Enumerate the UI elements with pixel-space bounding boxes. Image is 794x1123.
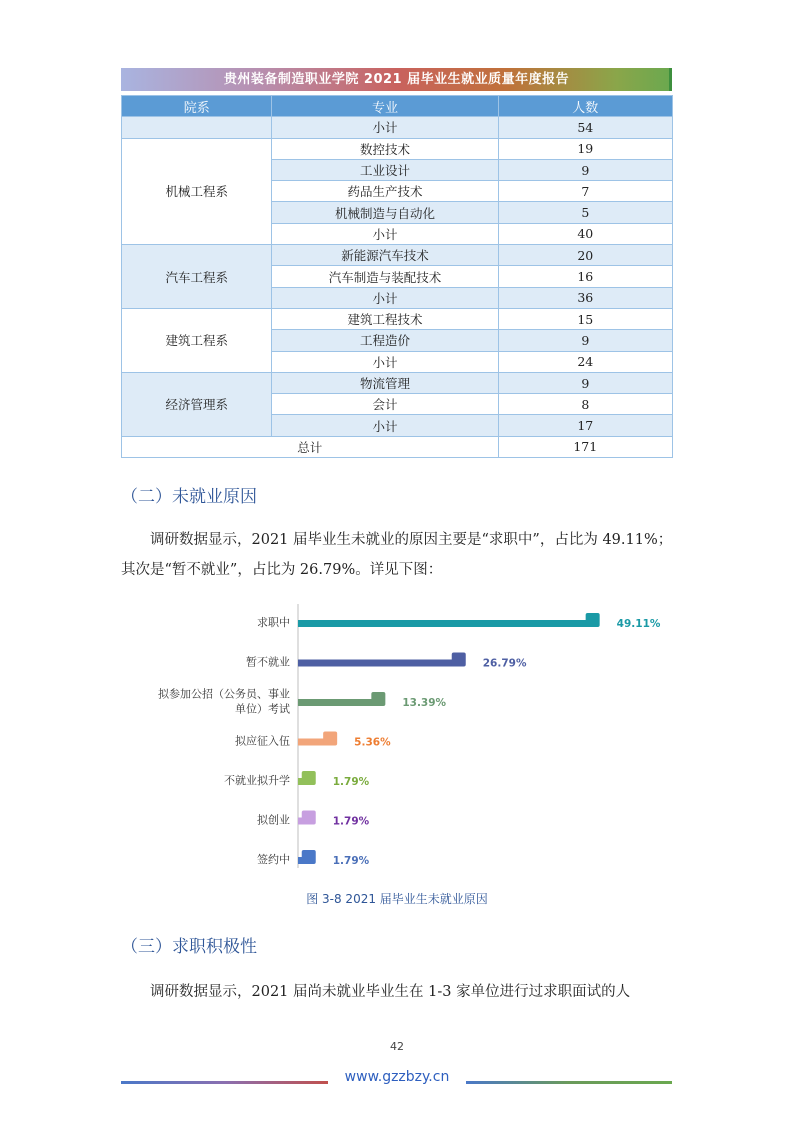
major-cell: 小计 [272,415,498,436]
header-department: 院系 [122,96,272,117]
footer-website: www.gzzbzy.cn [344,1069,450,1085]
department-cell [122,117,272,138]
header-major: 专业 [272,96,498,117]
count-cell: 36 [498,287,672,308]
chart-caption: 图 3-8 2021 届毕业生未就业原因 [306,892,488,906]
major-cell: 会计 [272,394,498,415]
major-cell: 小计 [272,287,498,308]
unemployment-reasons-chart [120,596,680,886]
paragraph-line: 调研数据显示，2021 届毕业生未就业的原因主要是“求职中”，占比为 49.11%； [150,532,673,548]
major-cell: 工业设计 [272,159,498,180]
bar-end-cap [302,771,316,785]
count-cell: 5 [498,202,672,223]
count-cell: 8 [498,394,672,415]
table-row [122,308,673,329]
report-banner: 贵州装备制造职业学院 2021 届毕业生就业质量年度报告 [121,68,672,91]
major-cell: 药品生产技术 [272,181,498,202]
count-cell: 40 [498,223,672,244]
section-paragraph [121,525,675,585]
category-label: 暂不就业 [246,655,290,669]
major-cell: 小计 [272,351,498,372]
table-row [122,117,673,138]
value-label: 49.11% [616,618,661,630]
value-label: 13.39% [402,697,447,709]
table-row [122,138,673,159]
table-row [122,372,673,393]
total-label: 总计 [122,436,499,457]
count-cell: 24 [498,351,672,372]
count-cell: 19 [498,138,672,159]
value-label: 1.79% [332,855,370,867]
table-row [122,245,673,266]
count-cell: 9 [498,159,672,180]
major-cell: 机械制造与自动化 [272,202,498,223]
bar-end-cap [323,732,337,746]
bar [298,699,378,706]
count-cell: 17 [498,415,672,436]
major-cell: 数控技术 [272,138,498,159]
total-value: 171 [498,436,672,457]
count-cell: 15 [498,308,672,329]
category-label: 签约中 [257,853,290,866]
category-label: 拟创业 [257,813,290,827]
department-cell: 机械工程系 [122,138,272,244]
value-label: 1.79% [332,776,370,788]
paragraph-line: 调研数据显示，2021 届尚未就业毕业生在 1-3 家单位进行过求职面试的人 [150,984,631,1000]
section-paragraph [121,977,675,1007]
department-cell: 经济管理系 [122,372,272,436]
department-cell: 汽车工程系 [122,245,272,309]
count-cell: 9 [498,330,672,351]
bar-end-cap [371,692,385,706]
bar-end-cap [302,850,316,864]
category-label: 拟应征入伍 [235,734,290,748]
table-header-row [122,96,673,117]
header-count: 人数 [498,96,672,117]
count-cell: 7 [498,181,672,202]
major-cell: 建筑工程技术 [272,308,498,329]
category-label: 不就业拟升学 [224,774,290,787]
table-total-row [122,436,673,457]
count-cell: 20 [498,245,672,266]
count-cell: 54 [498,117,672,138]
footer-rule-right [466,1081,672,1084]
paragraph-line: 其次是“暂不就业”，占比为 26.79%。详见下图： [121,562,443,578]
value-label: 5.36% [354,736,391,749]
bar [298,660,459,667]
enrollment-table [121,95,673,458]
count-cell: 16 [498,266,672,287]
category-label: 拟参加公招（公务员、事业单位）考试 [158,687,290,716]
major-cell: 物流管理 [272,372,498,393]
bar-end-cap [452,653,466,667]
page-number: 42 [390,1040,404,1053]
major-cell: 工程造价 [272,330,498,351]
bar-end-cap [586,613,600,627]
count-cell: 9 [498,372,672,393]
section-heading-job-seeking: （三）求职积极性 [121,937,257,957]
department-cell: 建筑工程系 [122,308,272,372]
category-label: 求职中 [257,616,290,629]
major-cell: 新能源汽车技术 [272,245,498,266]
banner-accent [669,68,672,91]
bar [298,620,593,627]
section-heading-unemployment-reasons: （二）未就业原因 [121,487,257,507]
value-label: 1.79% [332,815,370,828]
major-cell: 小计 [272,223,498,244]
bar-end-cap [302,811,316,825]
major-cell: 汽车制造与装配技术 [272,266,498,287]
value-label: 26.79% [482,657,527,670]
major-cell: 小计 [272,117,498,138]
footer-rule-left [121,1081,328,1084]
